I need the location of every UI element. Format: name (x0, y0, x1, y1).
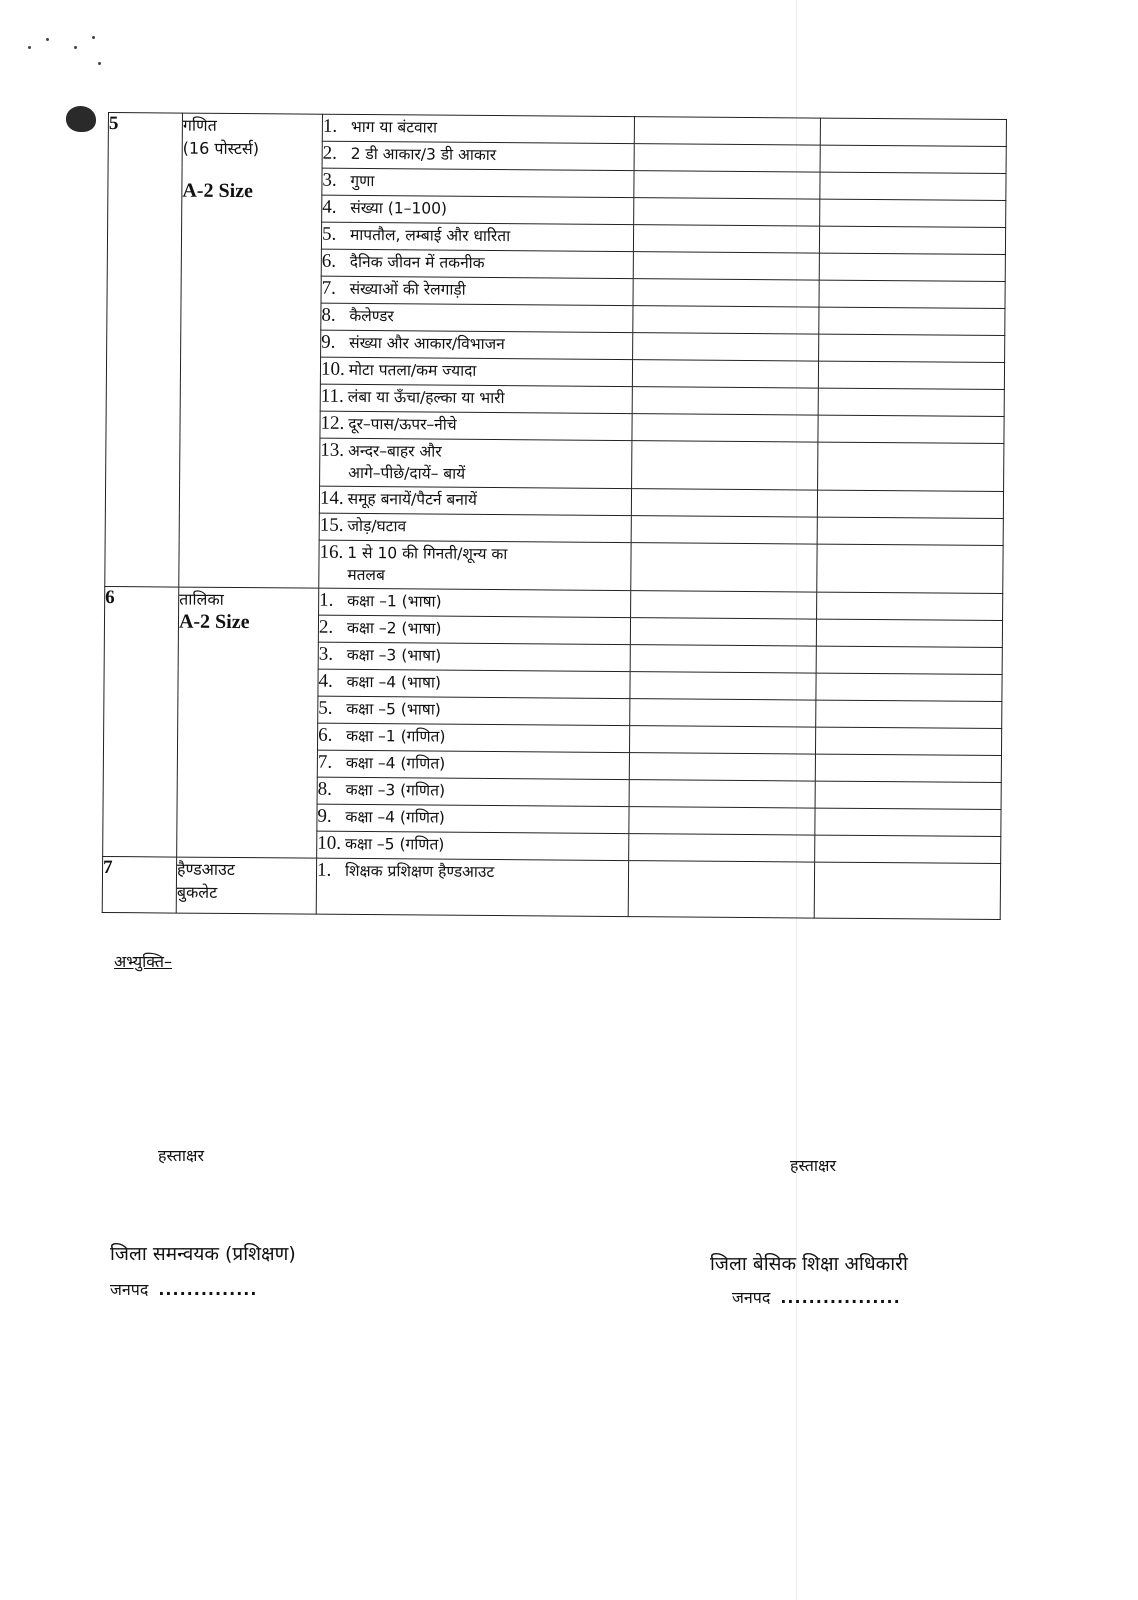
speck (46, 38, 49, 41)
blank-cell (633, 252, 819, 280)
subject-line2: बुकलेट (176, 882, 218, 902)
blank-cell (634, 144, 820, 172)
blank-cell (632, 441, 818, 490)
blank-cell (820, 172, 1006, 200)
table-row (105, 586, 1003, 620)
blank-cell (632, 360, 818, 388)
list-item: 8. कैलेण्डर (321, 303, 633, 332)
list-item: 2. 2 डी आकार/3 डी आकार (322, 141, 634, 170)
blank-cell (632, 387, 818, 415)
list-item: 13. अन्दर–बाहर और आगे–पीछे/दायें– बायें (320, 438, 632, 488)
blank-cell (633, 279, 819, 307)
district-label: जनपद (110, 1280, 149, 1299)
blank-cell (815, 808, 1001, 836)
list-item: 6. दैनिक जीवन में तकनीक (321, 249, 633, 278)
blank-cell (818, 415, 1004, 443)
blank-cell (629, 807, 815, 835)
poster-list-table (102, 112, 1007, 920)
blank-cell (630, 645, 816, 673)
blank-cell (629, 834, 815, 862)
blank-cell (816, 673, 1002, 701)
left-signature-label: हस्ताक्षर (158, 1146, 205, 1165)
district-blank: ................. (780, 1288, 901, 1307)
blank-cell (633, 225, 819, 253)
blank-cell (634, 198, 820, 226)
list-item: 9. कक्षा –4 (गणित) (317, 804, 629, 833)
blank-cell (818, 361, 1004, 389)
blank-cell (633, 306, 819, 334)
blank-cell (629, 753, 815, 781)
subject-name: तालिका (179, 589, 224, 609)
blank-cell (816, 619, 1002, 647)
list-item: 8. कक्षा –3 (गणित) (317, 777, 629, 806)
blank-cell (817, 517, 1003, 545)
list-item: 7. कक्षा –4 (गणित) (317, 750, 629, 779)
list-item: 3. गुणा (322, 168, 634, 197)
list-item: 16. 1 से 10 की गिनती/शून्य का मतलब (319, 540, 631, 590)
list-item: 12. दूर–पास/ऊपर–नीचे (320, 411, 632, 440)
blank-cell (820, 118, 1006, 146)
list-item: 1. भाग या बंटवारा (322, 114, 634, 143)
table-row (108, 113, 1006, 147)
blank-cell (629, 726, 815, 754)
blank-cell (819, 280, 1005, 308)
blank-cell (634, 171, 820, 199)
blank-cell (820, 199, 1006, 227)
blank-cell (630, 618, 816, 646)
speck (98, 62, 101, 65)
blank-cell (817, 490, 1003, 518)
list-item: 7. संख्याओं की रेलगाड़ी (321, 276, 633, 305)
list-item: 5. कक्षा –5 (भाषा) (318, 696, 630, 725)
section-number: 7 (102, 856, 176, 913)
list-item: 10. कक्षा –5 (गणित) (317, 831, 629, 860)
list-item: 4. कक्षा –4 (भाषा) (318, 669, 630, 698)
list-item: 6. कक्षा –1 (गणित) (317, 723, 629, 752)
blank-cell (630, 699, 816, 727)
list-item: 3. कक्षा –3 (भाषा) (318, 642, 630, 671)
blank-cell (817, 592, 1003, 620)
punch-hole (66, 106, 96, 132)
blank-cell (814, 862, 1000, 919)
blank-cell (820, 145, 1006, 173)
blank-cell (819, 307, 1005, 335)
list-item: 2. कक्षा –2 (भाषा) (318, 615, 630, 644)
list-item: 9. संख्या और आकार/विभाजन (321, 330, 633, 359)
left-designation: जिला समन्वयक (प्रशिक्षण) (110, 1243, 296, 1265)
list-item: 15. जोड़/घटाव (319, 513, 631, 542)
subject-name: गणित (182, 115, 217, 135)
blank-cell (633, 333, 819, 361)
blank-cell (632, 414, 818, 442)
blank-cell (818, 388, 1004, 416)
blank-cell (634, 117, 820, 145)
size-label: A-2 Size (178, 610, 250, 634)
section-subject (176, 857, 316, 914)
speck (28, 46, 31, 49)
list-item: 5. मापतौल, लम्बाई और धारिता (321, 222, 633, 251)
left-district (110, 1278, 257, 1300)
list-item: 1. शिक्षक प्रशिक्षण हैण्डआउट (316, 858, 628, 916)
blank-cell (629, 780, 815, 808)
blank-cell (816, 700, 1002, 728)
blank-cell (819, 334, 1005, 362)
blank-cell (817, 544, 1003, 593)
blank-cell (815, 781, 1001, 809)
section-number: 5 (105, 113, 183, 588)
blank-cell (819, 226, 1005, 254)
right-designation: जिला बेसिक शिक्षा अधिकारी (710, 1253, 908, 1275)
list-item: 1. कक्षा –1 (भाषा) (319, 588, 631, 617)
list-item: 14. समूह बनायें/पैटर्न बनायें (319, 486, 631, 515)
blank-cell (631, 591, 817, 619)
blank-cell (819, 253, 1005, 281)
table-row (102, 856, 1000, 919)
size-label: A-2 Size (182, 179, 254, 203)
list-item: 11. लंबा या ऊँचा/हल्का या भारी (320, 384, 632, 413)
district-label: जनपद (732, 1288, 771, 1307)
right-signature-label: हस्ताक्षर (790, 1156, 837, 1175)
subject-note: (16 पोस्टर्स) (182, 138, 260, 159)
blank-cell (818, 442, 1004, 491)
list-item: 4. संख्या (1–100) (322, 195, 634, 224)
blank-cell (815, 727, 1001, 755)
blank-cell (816, 646, 1002, 674)
list-item: 10. मोटा पतला/कम ज्यादा (320, 357, 632, 386)
district-blank: .............. (158, 1280, 258, 1299)
section-subject (177, 587, 319, 858)
blank-cell (815, 754, 1001, 782)
blank-cell (631, 489, 817, 517)
subject-name: हैण्डआउट (176, 859, 235, 880)
blank-cell (630, 672, 816, 700)
blank-cell (631, 543, 817, 592)
right-district (732, 1286, 901, 1308)
section-subject (179, 113, 323, 588)
remarks-label: अभ्युक्ति– (114, 952, 173, 971)
blank-cell (631, 516, 817, 544)
blank-cell (628, 861, 814, 918)
speck (74, 46, 77, 49)
speck (92, 36, 95, 39)
section-number: 6 (103, 586, 179, 857)
blank-cell (815, 835, 1001, 863)
